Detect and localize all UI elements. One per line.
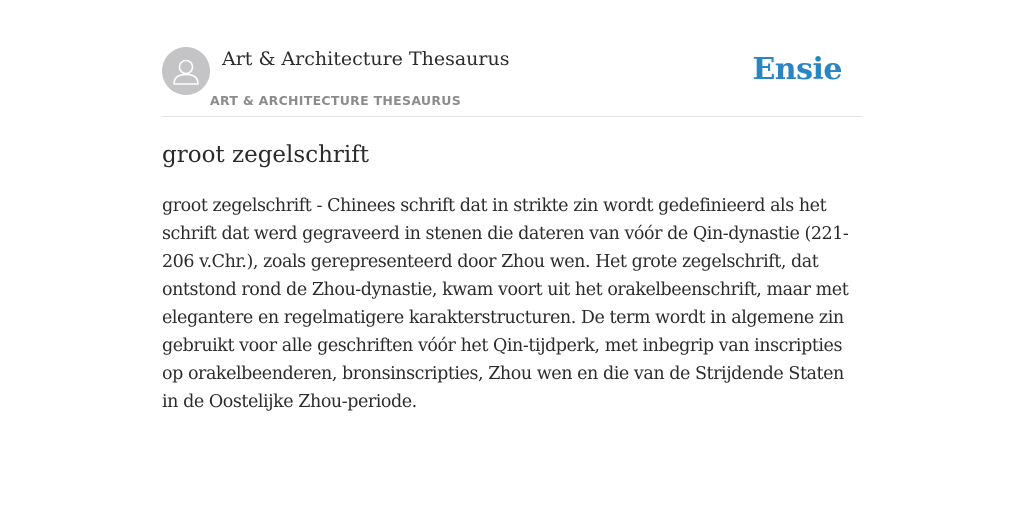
brand-logo[interactable]: Ensie <box>752 52 842 87</box>
source-header <box>162 44 862 117</box>
source-title[interactable]: Art & Architecture Thesaurus <box>222 48 510 70</box>
term-definition: groot zegelschrift - Chinees schrift dat in strikte zin wordt gedefinieerd als het schrift dat werd gegraveerd in stenen die dateren van vóór de Qin-dynastie (221-206 v.Chr.), zoals gerepresenteerd door Zhou wen. Het grote zegelschrift, dat ontstond rond de Zhou-dynastie, kwam voort uit het orakelbeenschrift, maar met elegantere en regelmatigere karakterstructuren. De term wordt in algemene zin gebruikt voor alle geschriften vóór het Qin-tijdperk, met inbegrip van inscripties op orakelbeenderen, bronsinscripties, Zhou wen en die van de Strijdende Staten in de Oostelijke Zhou-periode. <box>162 196 849 412</box>
user-silhouette-icon <box>162 47 210 95</box>
term-title: groot zegelschrift <box>162 142 369 168</box>
avatar[interactable] <box>162 47 210 95</box>
source-label[interactable]: ART & ARCHITECTURE THESAURUS <box>210 93 462 108</box>
